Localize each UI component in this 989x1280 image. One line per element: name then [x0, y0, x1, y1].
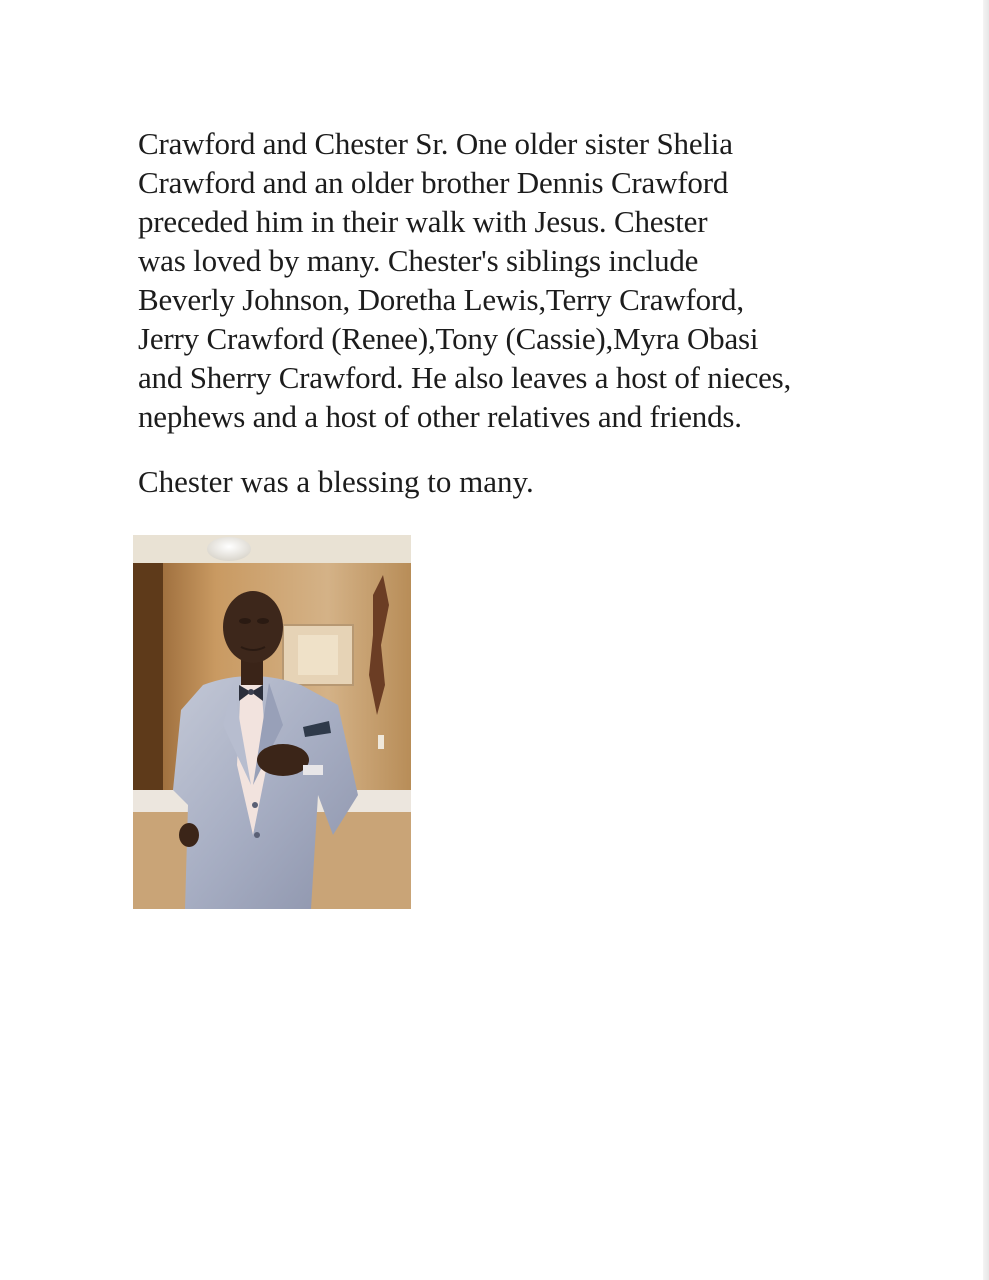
portrait-photo	[133, 535, 411, 909]
closing-sentence: Chester was a blessing to many.	[138, 464, 534, 499]
paragraph-line: Crawford and an older brother Dennis Crawford	[138, 165, 729, 200]
paragraph-line: Jerry Crawford (Renee),Tony (Cassie),Myra Obasi	[138, 321, 759, 356]
paragraph-line: Crawford and Chester Sr. One older sister Shelia	[138, 126, 733, 161]
paragraph-line: preceded him in their walk with Jesus. Chester	[138, 204, 708, 239]
paragraph-line: and Sherry Crawford. He also leaves a host of nieces,	[138, 360, 792, 395]
paragraph-line: was loved by many. Chester's siblings include	[138, 243, 699, 278]
paragraph-line: Beverly Johnson, Doretha Lewis,Terry Crawford,	[138, 282, 744, 317]
obituary-paragraph	[138, 124, 898, 436]
scan-edge	[983, 0, 989, 1280]
paragraph-line: nephews and a host of other relatives and friends.	[138, 399, 742, 434]
